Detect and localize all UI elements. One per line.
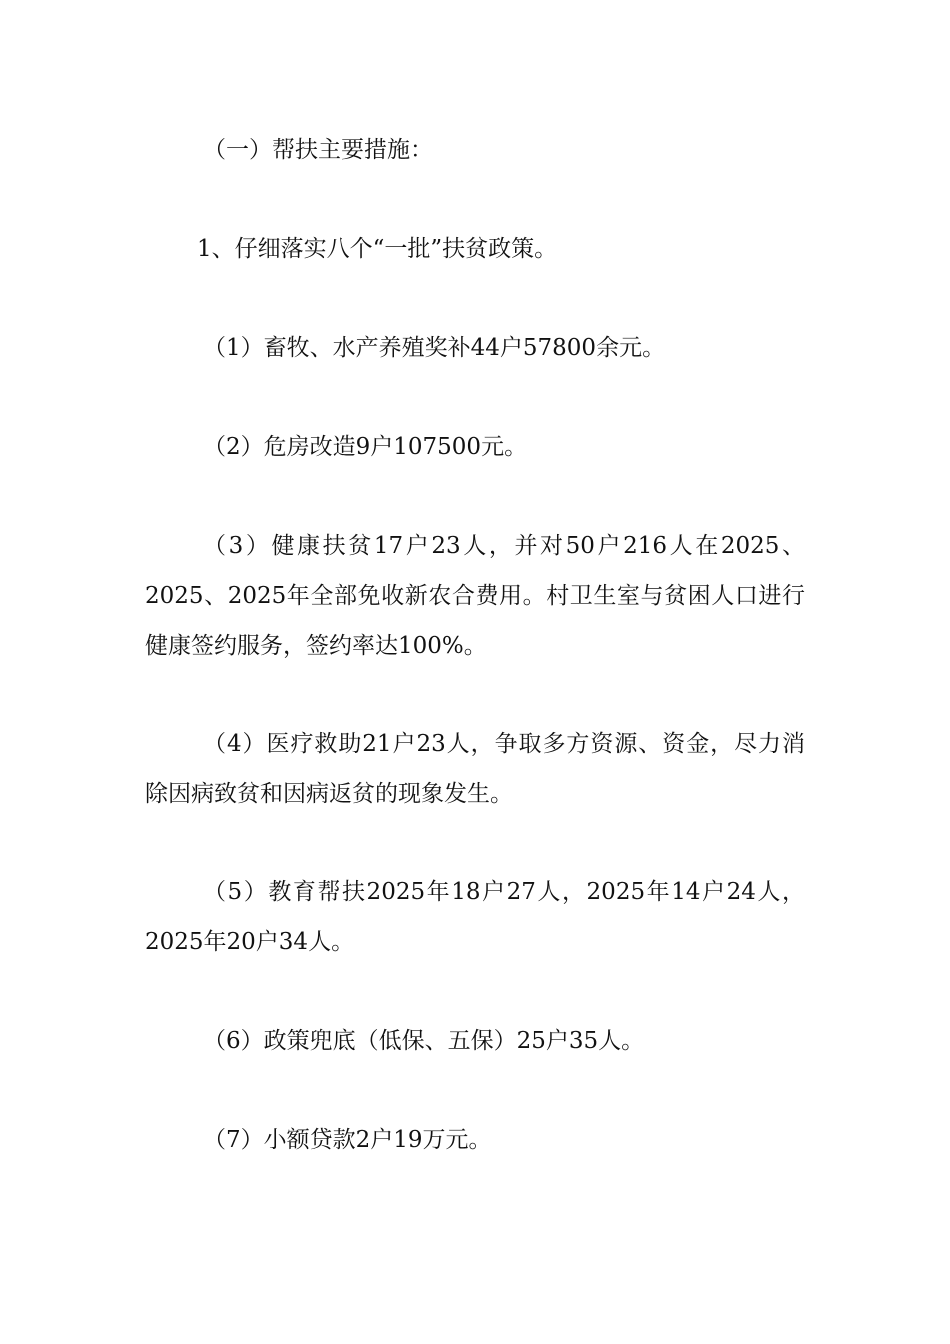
paragraph-item-7: （7）小额贷款2户19万元。	[203, 1127, 492, 1153]
paragraph-item-5: （5）教育帮扶2025年18户27人，2025年14户24人，2025年20户34人。	[145, 879, 805, 955]
paragraph-item-3: （3）健康扶贫17户23人，并对50户216人在2025、2025、2025年全部免收新农合费用。村卫生室与贫困人口进行健康签约服务，签约率达100%。	[145, 533, 805, 659]
paragraph-item-4: （4）医疗救助21户23人，争取多方资源、资金，尽力消除因病致贫和因病返贫的现象发生。	[145, 731, 805, 807]
paragraph-item-6: （6）政策兜底（低保、五保）25户35人。	[203, 1028, 645, 1054]
section-heading: （一）帮扶主要措施：	[203, 137, 433, 163]
paragraph-item-2: （2）危房改造9户107500元。	[203, 434, 528, 460]
subheading: 1、仔细落实八个“一批”扶贫政策。	[197, 236, 558, 262]
paragraph-item-1: （1）畜牧、水产养殖奖补44户57800余元。	[203, 335, 666, 361]
